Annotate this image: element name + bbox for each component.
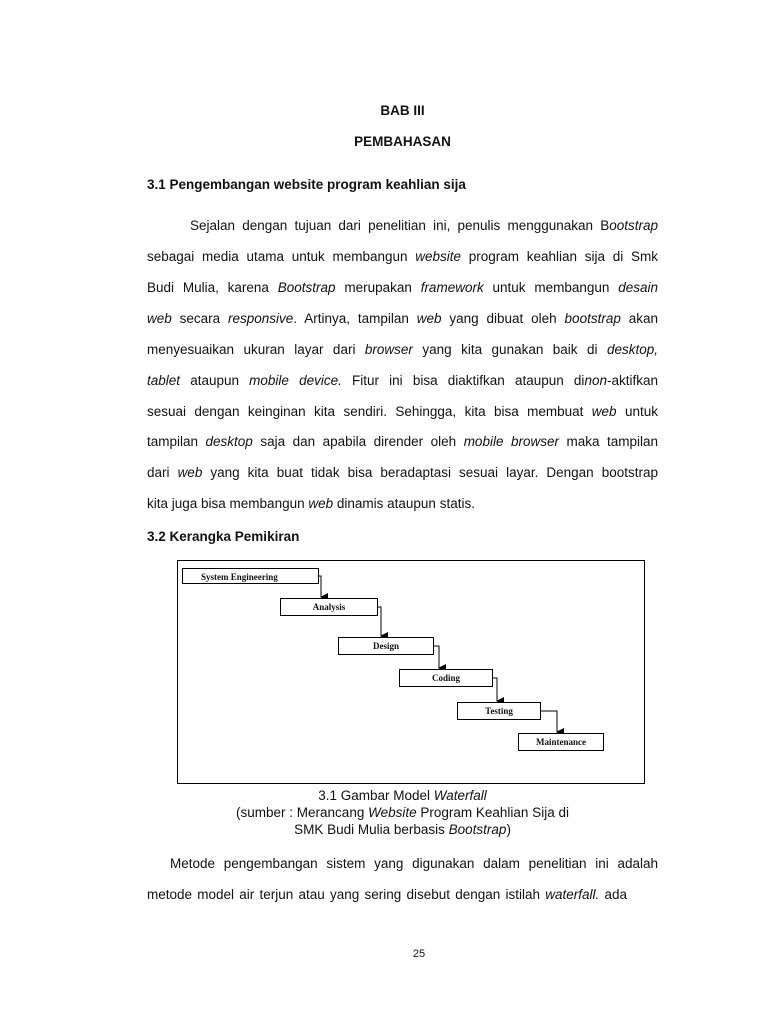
figure-caption bbox=[170, 787, 635, 838]
para1-line-3: Budi Mulia, karena Bootstrap merupakan framework untuk membangun desain bbox=[147, 280, 658, 295]
para2-line-2: metode model air terjun atau yang sering disebut dengan istilah waterfall. ada bbox=[147, 887, 627, 902]
section-heading-2: 3.2 Kerangka Pemikiran bbox=[147, 529, 300, 544]
caption-line-1: 3.1 Gambar Model Waterfall bbox=[318, 788, 487, 803]
caption-line-2: (sumber : Merancang Website Program Keahlian Sija di bbox=[236, 805, 569, 820]
para1-line-10: kita juga bisa membangun web dinamis ataupun statis. bbox=[147, 496, 475, 511]
para1-line-2: sebagai media utama untuk membangun website program keahlian sija di Smk bbox=[147, 249, 659, 264]
step-testing: Testing bbox=[457, 702, 541, 720]
para1-line-6: tablet ataupun mobile device. Fitur ini bisa diaktifkan ataupun dinon-aktifkan bbox=[147, 373, 658, 388]
caption-line-3: SMK Budi Mulia berbasis Bootstrap) bbox=[294, 822, 511, 837]
step-design: Design bbox=[338, 637, 434, 655]
section-heading-1: 3.1 Pengembangan website program keahlian sija bbox=[147, 177, 466, 192]
step-system-engineering: System Engineering bbox=[182, 568, 319, 584]
step-analysis: Analysis bbox=[280, 598, 378, 616]
connector-5 bbox=[541, 711, 557, 732]
chapter-title: PEMBAHASAN bbox=[354, 134, 451, 149]
para2-line-1: Metode pengembangan sistem yang digunakan dalam penelitian ini adalah bbox=[170, 856, 658, 871]
page-number: 25 bbox=[412, 948, 426, 960]
para1-line-1: Sejalan dengan tujuan dari penelitian ini, penulis menggunakan Bootstrap bbox=[190, 218, 658, 233]
connector-2 bbox=[378, 607, 381, 636]
chapter-label: BAB III bbox=[380, 103, 425, 118]
connector-4 bbox=[493, 678, 497, 701]
para1-line-4: web secara responsive. Artinya, tampilan web yang dibuat oleh bootstrap akan bbox=[147, 311, 658, 326]
para1-line-5: menyesuaikan ukuran layar dari browser yang kita gunakan baik di desktop, bbox=[147, 342, 659, 357]
para1-line-9: dari web yang kita buat tidak bisa beradaptasi sesuai layar. Dengan bootstrap bbox=[147, 465, 659, 480]
step-coding: Coding bbox=[399, 669, 493, 687]
para1-line-7: sesuai dengan keinginan kita sendiri. Sehingga, kita bisa membuat web untuk bbox=[147, 404, 658, 419]
waterfall-diagram bbox=[177, 560, 645, 784]
connector-3 bbox=[434, 646, 439, 668]
para1-line-8: tampilan desktop saja dan apabila dirender oleh mobile browser maka tampilan bbox=[147, 434, 658, 449]
step-maintenance: Maintenance bbox=[518, 733, 604, 751]
